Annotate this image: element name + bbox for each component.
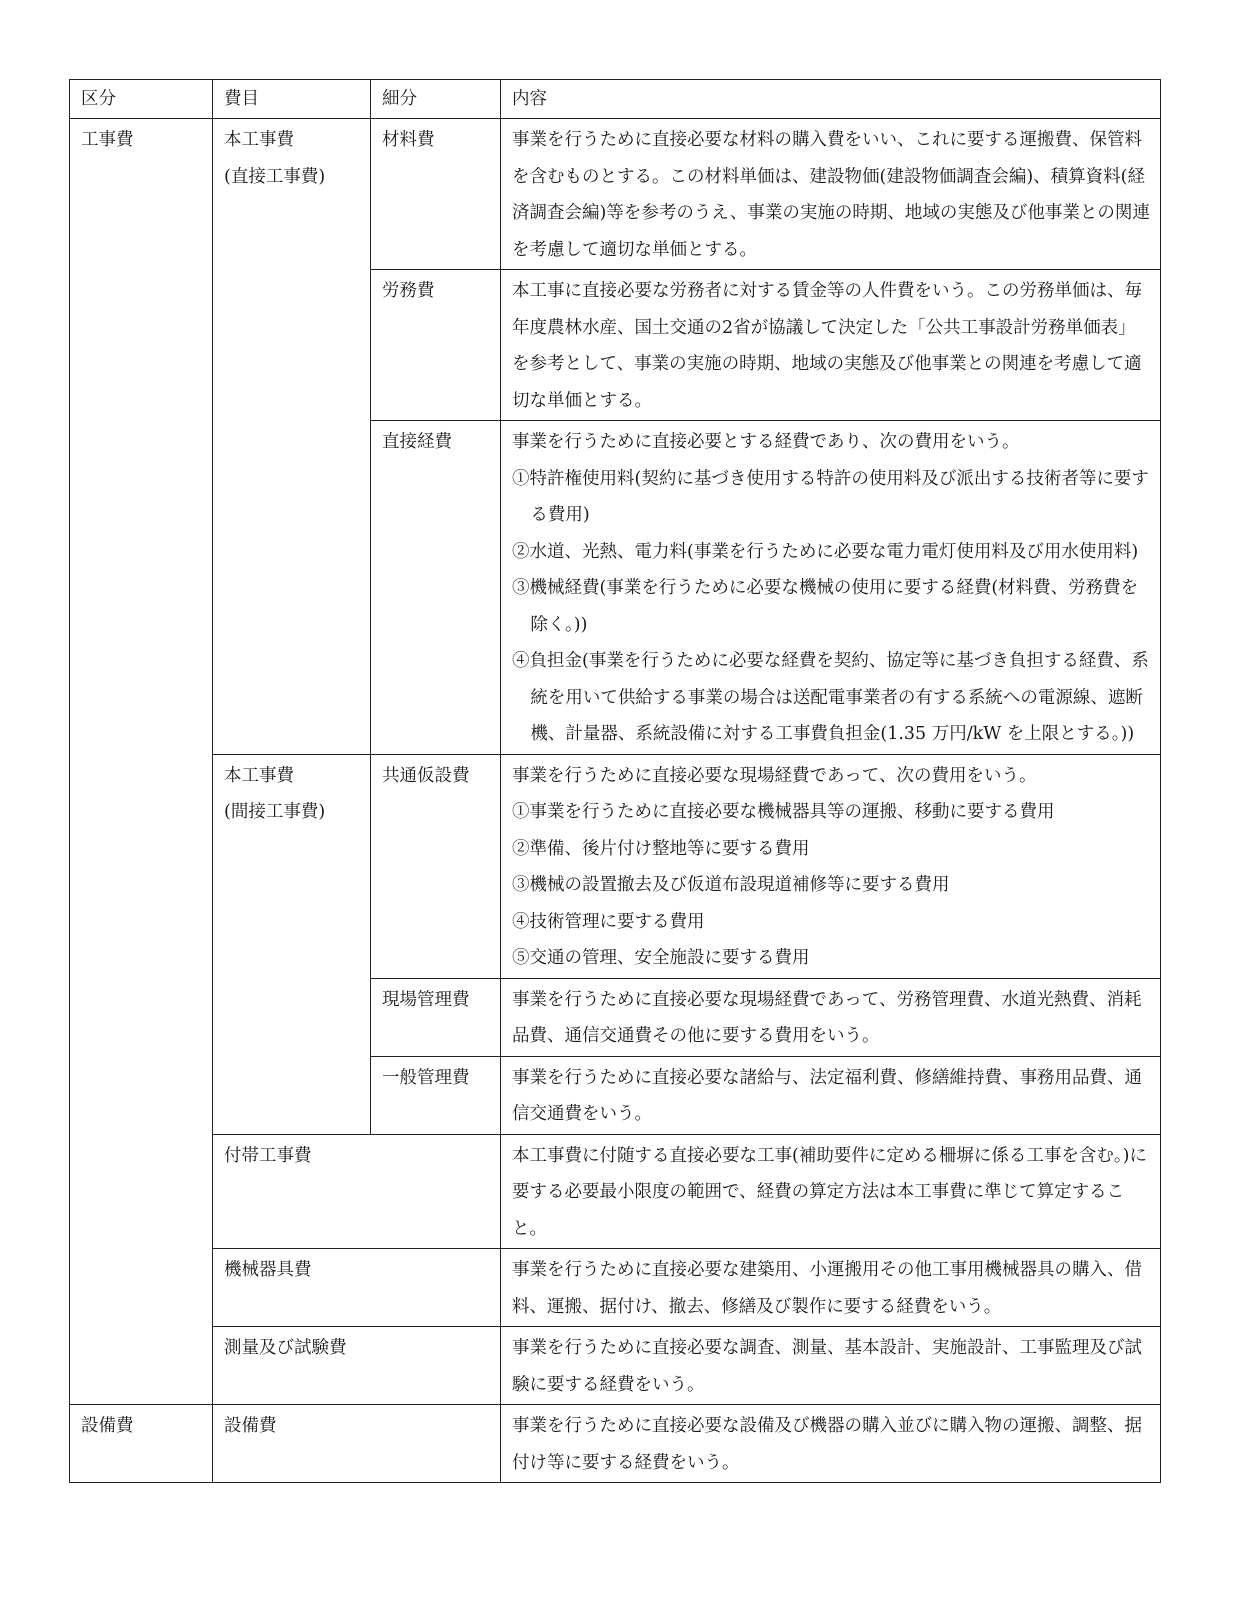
table-row — [70, 119, 1161, 270]
content-survey: 事業を行うために直接必要な調査、測量、基本設計、実施設計、工事監理及び試験に要する経費をいう。 — [501, 1327, 1161, 1405]
item-machinery: 機械器具費 — [213, 1249, 501, 1327]
list-item: ④技術管理に要する費用 — [512, 911, 705, 932]
category-equipment: 設備費 — [70, 1405, 213, 1483]
item-direct-label-1: 本工事費 — [224, 130, 294, 150]
common-temp-intro: 事業を行うために直接必要な現場経費であって、次の費用をいう。 — [512, 765, 1037, 786]
direct-expense-intro: 事業を行うために直接必要とする経費であり、次の費用をいう。 — [512, 432, 1020, 452]
sub-materials: 材料費 — [371, 119, 501, 270]
content-labor: 本工事に直接必要な労務者に対する賃金等の人件費をいう。この労務単価は、毎年度農林水産、国土交通の2省が協議して決定した「公共工事設計労務単価表」を参考として、事業の実施の時期、地域の実態及び他事業との関連を考慮して適切な単価とする。 — [501, 270, 1161, 421]
content-machinery: 事業を行うために直接必要な建築用、小運搬用その他工事用機械器具の購入、借料、運搬、据付け、撤去、修繕及び製作に要する経費をいう。 — [501, 1249, 1161, 1327]
item-ancillary: 付帯工事費 — [213, 1134, 501, 1249]
content-common-temporary — [501, 754, 1161, 978]
content-direct-expense — [501, 421, 1161, 755]
item-equipment: 設備費 — [213, 1405, 501, 1483]
sub-general-management: 一般管理費 — [371, 1056, 501, 1134]
item-indirect-cost — [213, 754, 371, 1134]
sub-direct-expense: 直接経費 — [371, 421, 501, 755]
content-site-management: 事業を行うために直接必要な現場経費であって、労務管理費、水道光熱費、消耗品費、通信交通費その他に要する費用をいう。 — [501, 978, 1161, 1056]
list-item: ④負担金(事業を行うために必要な経費を契約、協定等に基づき負担する経費、系統を用いて供給する事業の場合は送配電事業者の有する系統への電源線、遮断機、計量器、系統設備に対する工事費負担金(1.35 万円/kW を上限とする。)) — [512, 651, 1149, 744]
list-item: ⑤交通の管理、安全施設に要する費用 — [512, 948, 810, 968]
table-row — [70, 1134, 1161, 1249]
header-row — [70, 80, 1161, 119]
table-row — [70, 1249, 1161, 1327]
item-direct-label-2: (直接工事費) — [224, 166, 326, 187]
table-row — [70, 1327, 1161, 1405]
sub-common-temporary: 共通仮設費 — [371, 754, 501, 978]
list-item: ③機械経費(事業を行うために必要な機械の使用に要する経費(材料費、労務費を除く。)) — [512, 578, 1139, 635]
cost-table — [69, 79, 1161, 1483]
list-item: ③機械の設置撤去及び仮道布設現道補修等に要する費用 — [512, 875, 950, 895]
table-row — [70, 754, 1161, 978]
header-content: 内容 — [501, 80, 1161, 119]
header-category: 区分 — [70, 80, 213, 119]
sub-site-management: 現場管理費 — [371, 978, 501, 1056]
item-survey: 測量及び試験費 — [213, 1327, 501, 1405]
content-equipment: 事業を行うために直接必要な設備及び機器の購入並びに購入物の運搬、調整、据付け等に要する経費をいう。 — [501, 1405, 1161, 1483]
item-indirect-label-2: (間接工事費) — [224, 802, 326, 822]
table-row — [70, 1405, 1161, 1483]
item-indirect-label-1: 本工事費 — [224, 765, 294, 786]
header-subdivision: 細分 — [371, 80, 501, 119]
sub-labor: 労務費 — [371, 270, 501, 421]
list-item: ②水道、光熱、電力料(事業を行うために必要な電力電灯使用料及び用水使用料) — [512, 541, 1139, 562]
list-item: ②準備、後片付け整地等に要する費用 — [512, 838, 810, 859]
content-ancillary: 本工事費に付随する直接必要な工事(補助要件に定める柵塀に係る工事を含む。)に要する必要最小限度の範囲で、経費の算定方法は本工事費に準じて算定すること。 — [501, 1134, 1161, 1249]
list-item: ①事業を行うために直接必要な機械器具等の運搬、移動に要する費用 — [512, 802, 1055, 822]
header-item: 費目 — [213, 80, 371, 119]
content-general-management: 事業を行うために直接必要な諸給与、法定福利費、修繕維持費、事務用品費、通信交通費をいう。 — [501, 1056, 1161, 1134]
list-item: ①特許権使用料(契約に基づき使用する特許の使用料及び派出する技術者等に要する費用) — [512, 468, 1149, 525]
category-construction: 工事費 — [70, 119, 213, 1405]
content-materials: 事業を行うために直接必要な材料の購入費をいい、これに要する運搬費、保管料を含むものとする。この材料単価は、建設物価(建設物価調査会編)、積算資料(経済調査会編)等を参考のうえ、事業の実施の時期、地域の実態及び他事業との関連を考慮して適切な単価とする。 — [501, 119, 1161, 270]
item-direct-cost — [213, 119, 371, 755]
